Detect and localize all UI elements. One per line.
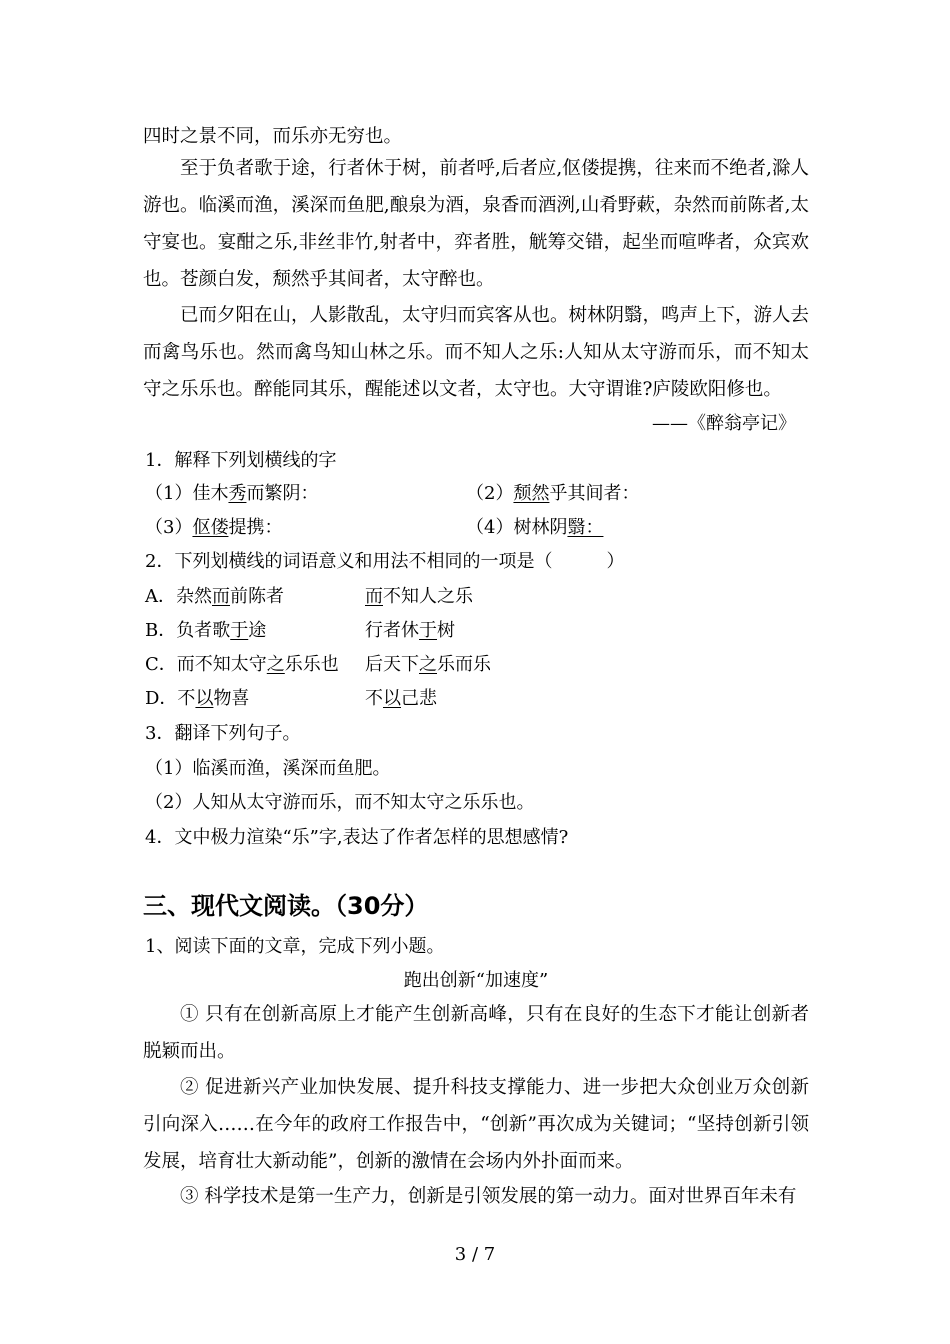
article-title: 跑出创新“加速度” bbox=[403, 970, 549, 991]
option-a-left: A．杂然而前陈者 bbox=[145, 586, 284, 607]
option-b-right: 行者休于树 bbox=[365, 620, 455, 641]
question-1-item-4: （4）树林阴翳： bbox=[466, 517, 604, 538]
article-paragraph-3: ③ 科学技术是第一生产力，创新是引领发展的第一动力。面对世界百年未有 bbox=[180, 1186, 797, 1207]
question-4-stem: 4．文中极力渲染“乐”字,表达了作者怎样的思想感情? bbox=[145, 827, 569, 848]
question-1-item-2: （2）颓然乎其间者： bbox=[466, 483, 640, 504]
section-3-heading: 三、现代文阅读。（30分） bbox=[143, 892, 429, 920]
passage-paragraph-0: 四时之景不同，而乐亦无穷也。 bbox=[143, 126, 403, 147]
question-3-item-1: （1）临溪而渔，溪深而鱼肥。 bbox=[145, 758, 391, 779]
passage-paragraph-1: 至于负者歌于途，行者休于树，前者呼,后者应,伛偻提携，往来而不绝者,滁人游也。临溪而渔，溪深而鱼肥,酿泉为酒，泉香而酒洌,山肴野蔌，杂然而前陈者,太守宴也。宴酣之乐,非丝非竹,射者中，弈者胜，觥筹交错，起坐而喧哗者，众宾欢也。苍颜白发，颓然乎其间者，太守醉也。 bbox=[143, 158, 809, 290]
question-1-stem: 1．解释下列划横线的字 bbox=[145, 450, 337, 471]
question-1-item-3: （3）伛偻提携： bbox=[145, 517, 283, 538]
question-3-item-2: （2）人知从太守游而乐，而不知太守之乐乐也。 bbox=[145, 792, 535, 813]
question-1-item-1: （1）佳木秀而繁阴： bbox=[145, 483, 319, 504]
option-d-right: 不以己悲 bbox=[365, 688, 437, 709]
option-a-right: 而不知人之乐 bbox=[365, 586, 473, 607]
section-3-intro: 1、阅读下面的文章，完成下列小题。 bbox=[145, 936, 445, 957]
question-3-stem: 3．翻译下列句子。 bbox=[145, 723, 301, 744]
article-paragraph-2: ② 促进新兴产业加快发展、提升科技支撑能力、进一步把大众创业万众创新引向深入……在今年的政府工作报告中，“创新”再次成为关键词；“坚持创新引领发展，培育壮大新动能”，创新的激情在会场内外扑面而来。 bbox=[143, 1077, 809, 1172]
option-c-right: 后天下之乐而乐 bbox=[365, 654, 491, 675]
passage-paragraph-2: 已而夕阳在山，人影散乱，太守归而宾客从也。树林阴翳，鸣声上下，游人去而禽鸟乐也。然而禽鸟知山林之乐。而不知人之乐:人知从太守游而乐，而不知太守之乐乐也。醉能同其乐，醒能述以文者，太守也。大守谓谁?庐陵欧阳修也。 bbox=[143, 305, 810, 400]
option-c-left: C．而不知太守之乐乐也 bbox=[145, 654, 339, 675]
article-paragraph-1: ① 只有在创新高原上才能产生创新高峰，只有在良好的生态下才能让创新者脱颖而出。 bbox=[143, 1004, 809, 1062]
option-d-left: D．不以物喜 bbox=[145, 688, 250, 709]
question-2-stem: 2．下列划横线的词语意义和用法不相同的一项是（ ） bbox=[145, 551, 625, 572]
page-number: 3 / 7 bbox=[454, 1244, 496, 1265]
option-b-left: B．负者歌于途 bbox=[145, 620, 267, 641]
passage-source: ——《醉翁亭记》 bbox=[652, 413, 796, 434]
